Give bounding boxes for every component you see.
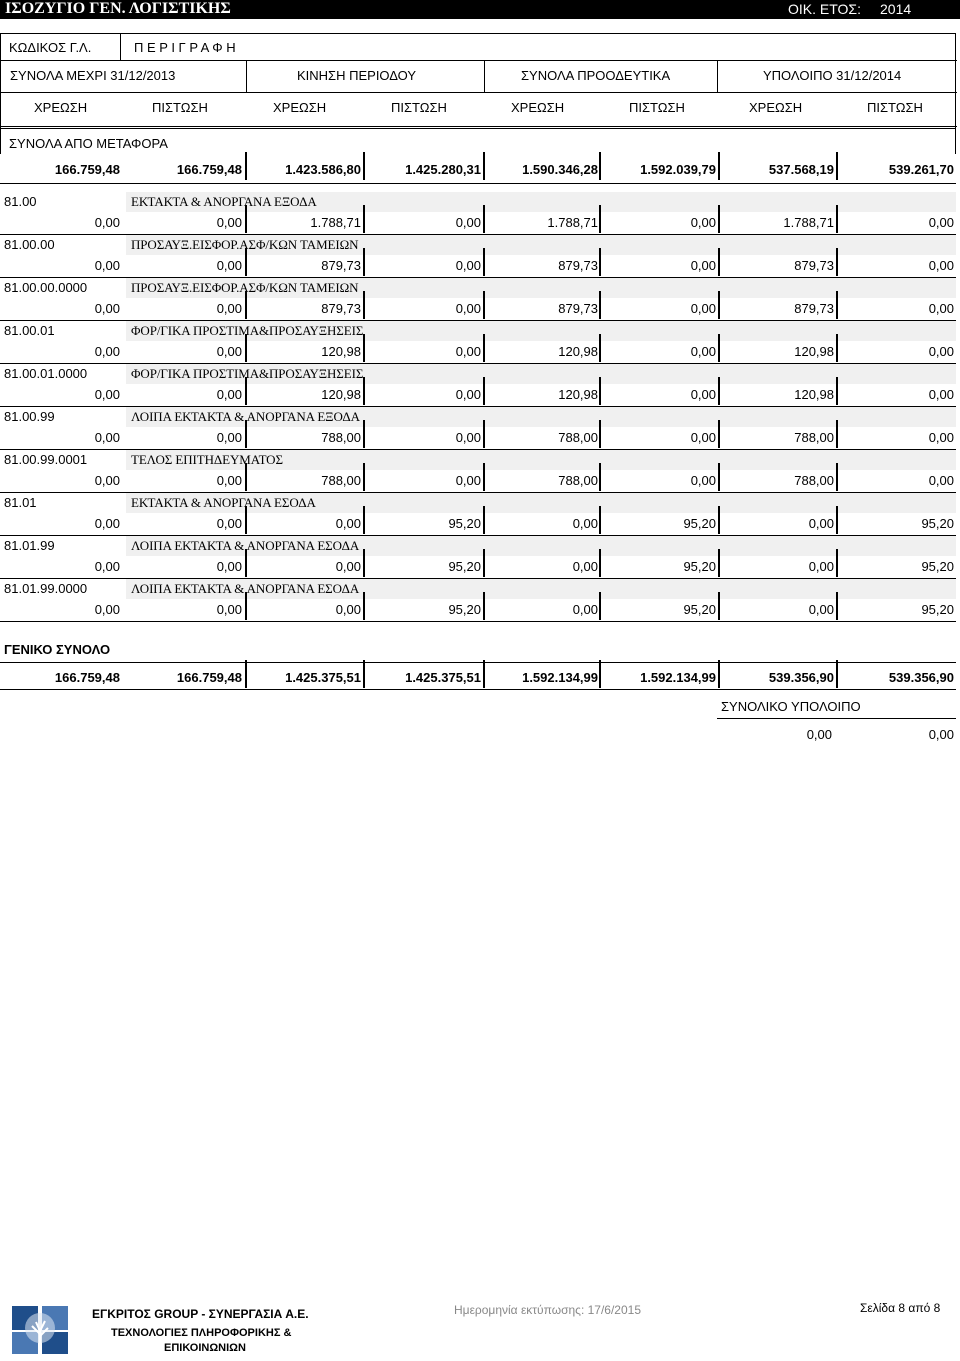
column-separator xyxy=(836,463,838,491)
column-separator xyxy=(483,248,485,276)
column-separator xyxy=(836,506,838,534)
column-header-debit: ΧΡΕΩΣΗ xyxy=(511,100,565,115)
column-separator xyxy=(599,334,601,362)
account-value-col-8: 95,20 xyxy=(921,516,954,531)
account-value-col-3: 788,00 xyxy=(321,473,361,488)
account-value-col-3: 120,98 xyxy=(321,387,361,402)
column-separator xyxy=(483,420,485,448)
column-separator xyxy=(245,549,247,577)
account-value-col-1: 0,00 xyxy=(94,258,120,273)
account-value-col-1: 0,00 xyxy=(94,215,120,230)
grand-total-col-6: 1.592.134,99 xyxy=(640,670,716,685)
account-value-col-3: 879,73 xyxy=(321,258,361,273)
column-separator xyxy=(363,592,365,620)
column-header-credit: ΠΙΣΤΩΣΗ xyxy=(629,100,685,115)
print-date: Ημερομηνία εκτύπωσης: 17/6/2015 xyxy=(454,1303,642,1317)
description-column-header: Π Ε Ρ Ι Γ Ρ Α Φ Η xyxy=(134,40,236,55)
column-separator xyxy=(483,334,485,362)
carried-forward-col-7: 537.568,19 xyxy=(768,162,834,177)
column-separator xyxy=(363,660,365,688)
account-code: 81.00 xyxy=(4,194,37,209)
column-separator xyxy=(599,152,601,180)
account-value-col-6: 0,00 xyxy=(690,387,716,402)
account-value-col-3: 120,98 xyxy=(321,344,361,359)
account-value-col-4: 0,00 xyxy=(455,473,481,488)
column-separator xyxy=(718,205,720,233)
column-separator xyxy=(245,248,247,276)
account-value-col-7: 0,00 xyxy=(808,602,834,617)
account-value-col-4: 95,20 xyxy=(448,559,481,574)
account-value-col-2: 0,00 xyxy=(216,516,242,531)
account-value-col-6: 0,00 xyxy=(690,344,716,359)
account-value-col-4: 0,00 xyxy=(455,301,481,316)
column-separator xyxy=(363,420,365,448)
account-value-col-7: 788,00 xyxy=(794,430,834,445)
column-separator xyxy=(836,248,838,276)
account-value-col-6: 0,00 xyxy=(690,258,716,273)
account-value-col-6: 0,00 xyxy=(690,215,716,230)
account-description: ΦΟΡ/ΓΙΚΑ ΠΡΟΣΤΙΜΑ&ΠΡΟΣΑΥΞΗΣΕΙΣ xyxy=(131,323,364,338)
carried-forward-col-1: 166.759,48 xyxy=(54,162,120,177)
column-separator xyxy=(836,660,838,688)
column-separator xyxy=(836,377,838,405)
column-separator xyxy=(599,377,601,405)
account-value-col-3: 0,00 xyxy=(335,559,361,574)
account-value-col-1: 0,00 xyxy=(94,344,120,359)
column-separator xyxy=(836,549,838,577)
grand-total-col-3: 1.425.375,51 xyxy=(285,670,361,685)
account-value-col-1: 0,00 xyxy=(94,473,120,488)
column-separator xyxy=(836,291,838,319)
account-value-col-1: 0,00 xyxy=(94,516,120,531)
column-separator xyxy=(599,248,601,276)
fiscal-year: 2014 xyxy=(880,1,912,17)
group-header-period: ΚΙΝΗΣΗ ΠΕΡΙΟΔΟΥ xyxy=(297,68,417,83)
column-separator xyxy=(599,506,601,534)
account-description: ΛΟΙΠΑ ΕΚΤΑΚΤΑ & ΑΝΟΡΓΑΝΑ ΕΣΟΔΑ xyxy=(131,581,360,596)
account-value-col-4: 95,20 xyxy=(448,516,481,531)
account-value-col-5: 1.788,71 xyxy=(547,215,598,230)
account-value-col-2: 0,00 xyxy=(216,258,242,273)
account-value-col-7: 0,00 xyxy=(808,516,834,531)
total-balance-label: ΣΥΝΟΛΙΚΟ ΥΠΟΛΟΙΠΟ xyxy=(721,699,861,714)
grand-total-col-1: 166.759,48 xyxy=(54,670,120,685)
account-code: 81.00.00 xyxy=(4,237,55,252)
account-value-col-7: 879,73 xyxy=(794,301,834,316)
column-separator xyxy=(483,549,485,577)
column-separator xyxy=(836,592,838,620)
total-balance-debit: 0,00 xyxy=(806,727,832,742)
account-value-col-4: 0,00 xyxy=(455,430,481,445)
account-value-col-4: 0,00 xyxy=(455,344,481,359)
column-separator xyxy=(836,420,838,448)
row-rule xyxy=(0,621,956,622)
column-separator xyxy=(836,205,838,233)
account-description: ΠΡΟΣΑΥΞ.ΕΙΣΦΟΡ.ΑΣΦ/ΚΩΝ ΤΑΜΕΙΩΝ xyxy=(131,280,359,295)
grand-total-col-2: 166.759,48 xyxy=(176,670,242,685)
column-separator xyxy=(245,660,247,688)
column-separator xyxy=(599,205,601,233)
account-code: 81.01.99.0000 xyxy=(4,581,88,596)
column-header-credit: ΠΙΣΤΩΣΗ xyxy=(867,100,923,115)
account-value-col-3: 1.788,71 xyxy=(310,215,361,230)
column-separator xyxy=(718,291,720,319)
group-header-balance: ΥΠΟΛΟΙΠΟ 31/12/2014 xyxy=(763,68,902,83)
column-separator xyxy=(363,506,365,534)
grand-total-col-4: 1.425.375,51 xyxy=(405,670,481,685)
column-header-credit: ΠΙΣΤΩΣΗ xyxy=(152,100,208,115)
account-value-col-1: 0,00 xyxy=(94,559,120,574)
account-value-col-2: 0,00 xyxy=(216,387,242,402)
account-description: ΦΟΡ/ΓΙΚΑ ΠΡΟΣΤΙΜΑ&ΠΡΟΣΑΥΞΗΣΕΙΣ xyxy=(131,366,364,381)
column-header-debit: ΧΡΕΩΣΗ xyxy=(273,100,327,115)
account-value-col-8: 0,00 xyxy=(928,387,954,402)
account-code: 81.01 xyxy=(4,495,37,510)
column-separator xyxy=(245,463,247,491)
tree-logo-icon xyxy=(12,1306,72,1356)
column-separator xyxy=(363,463,365,491)
account-value-col-3: 0,00 xyxy=(335,516,361,531)
account-description: ΤΕΛΟΣ ΕΠΙΤΗΔΕΥΜΑΤΟΣ xyxy=(131,452,283,467)
account-value-col-6: 0,00 xyxy=(690,301,716,316)
account-value-col-6: 95,20 xyxy=(683,559,716,574)
account-description: ΕΚΤΑΚΤΑ & ΑΝΟΡΓΑΝΑ ΕΞΟΔΑ xyxy=(131,194,317,209)
account-code: 81.00.00.0000 xyxy=(4,280,88,295)
account-value-col-4: 0,00 xyxy=(455,215,481,230)
account-description: ΕΚΤΑΚΤΑ & ΑΝΟΡΓΑΝΑ ΕΣΟΔΑ xyxy=(131,495,316,510)
account-value-col-7: 879,73 xyxy=(794,258,834,273)
company-name: ΕΓΚΡΙΤΟΣ GROUP - ΣΥΝΕΡΓΑΣΙΑ Α.Ε. xyxy=(92,1307,309,1321)
account-value-col-6: 95,20 xyxy=(683,516,716,531)
column-separator xyxy=(245,291,247,319)
account-value-col-5: 788,00 xyxy=(558,473,598,488)
column-separator xyxy=(718,660,720,688)
report-title: ΙΣΟΖΥΓΙΟ ΓΕΝ. ΛΟΓΙΣΤΙΚΗΣ xyxy=(5,0,231,17)
account-value-col-6: 0,00 xyxy=(690,430,716,445)
account-description: ΛΟΙΠΑ ΕΚΤΑΚΤΑ & ΑΝΟΡΓΑΝΑ ΕΞΟΔΑ xyxy=(131,409,360,424)
account-value-col-2: 0,00 xyxy=(216,301,242,316)
column-header-debit: ΧΡΕΩΣΗ xyxy=(34,100,88,115)
column-separator xyxy=(718,506,720,534)
fiscal-year-label: ΟΙΚ. ΕΤΟΣ: xyxy=(788,1,861,17)
account-code: 81.00.01 xyxy=(4,323,55,338)
account-value-col-5: 120,98 xyxy=(558,387,598,402)
column-separator xyxy=(483,660,485,688)
account-value-col-5: 0,00 xyxy=(572,602,598,617)
column-header-credit: ΠΙΣΤΩΣΗ xyxy=(391,100,447,115)
column-separator xyxy=(483,506,485,534)
group-header-progressive: ΣΥΝΟΛΑ ΠΡΟΟΔΕΥΤΙΚΑ xyxy=(521,68,671,83)
carried-forward-col-5: 1.590.346,28 xyxy=(522,162,598,177)
table-header xyxy=(0,33,956,129)
total-balance-rule xyxy=(717,718,956,719)
column-separator xyxy=(483,377,485,405)
column-separator xyxy=(599,291,601,319)
account-value-col-2: 0,00 xyxy=(216,559,242,574)
company-subtitle-1: ΤΕΧΝΟΛΟΓΙΕΣ ΠΛΗΡΟΦΟΡΙΚΗΣ & xyxy=(111,1327,292,1339)
account-value-col-7: 120,98 xyxy=(794,344,834,359)
column-separator xyxy=(599,463,601,491)
column-separator xyxy=(363,549,365,577)
account-value-col-2: 0,00 xyxy=(216,473,242,488)
carried-forward-col-2: 166.759,48 xyxy=(176,162,242,177)
account-value-col-7: 788,00 xyxy=(794,473,834,488)
column-header-debit: ΧΡΕΩΣΗ xyxy=(749,100,803,115)
account-value-col-8: 0,00 xyxy=(928,344,954,359)
account-value-col-7: 0,00 xyxy=(808,559,834,574)
column-separator xyxy=(245,506,247,534)
account-value-col-3: 788,00 xyxy=(321,430,361,445)
account-value-col-7: 1.788,71 xyxy=(783,215,834,230)
column-separator xyxy=(599,420,601,448)
account-value-col-8: 0,00 xyxy=(928,215,954,230)
column-separator xyxy=(718,463,720,491)
grand-total-col-5: 1.592.134,99 xyxy=(522,670,598,685)
column-separator xyxy=(836,334,838,362)
account-value-col-5: 0,00 xyxy=(572,516,598,531)
account-value-col-1: 0,00 xyxy=(94,602,120,617)
account-value-col-3: 0,00 xyxy=(335,602,361,617)
grand-total-label: ΓΕΝΙΚΟ ΣΥΝΟΛΟ xyxy=(4,642,111,657)
column-separator xyxy=(483,291,485,319)
column-separator xyxy=(245,420,247,448)
account-value-col-5: 0,00 xyxy=(572,559,598,574)
carried-forward-col-8: 539.261,70 xyxy=(888,162,954,177)
column-separator xyxy=(245,205,247,233)
column-separator xyxy=(836,152,838,180)
total-balance-credit: 0,00 xyxy=(928,727,954,742)
account-value-col-4: 0,00 xyxy=(455,387,481,402)
column-separator xyxy=(363,291,365,319)
column-separator xyxy=(245,334,247,362)
account-code: 81.00.99.0001 xyxy=(4,452,88,467)
column-separator xyxy=(718,248,720,276)
account-value-col-5: 788,00 xyxy=(558,430,598,445)
carried-forward-col-6: 1.592.039,79 xyxy=(640,162,716,177)
column-separator xyxy=(599,592,601,620)
account-value-col-4: 95,20 xyxy=(448,602,481,617)
account-value-col-6: 0,00 xyxy=(690,473,716,488)
account-value-col-8: 0,00 xyxy=(928,258,954,273)
account-value-col-5: 879,73 xyxy=(558,258,598,273)
account-value-col-8: 95,20 xyxy=(921,602,954,617)
group-header-opening: ΣΥΝΟΛΑ ΜΕΧΡΙ 31/12/2013 xyxy=(10,68,176,83)
account-value-col-7: 120,98 xyxy=(794,387,834,402)
account-code: 81.01.99 xyxy=(4,538,55,553)
account-code: 81.00.99 xyxy=(4,409,55,424)
account-value-col-1: 0,00 xyxy=(94,301,120,316)
column-separator xyxy=(245,592,247,620)
column-separator xyxy=(363,205,365,233)
code-column-header: ΚΩΔΙΚΟΣ Γ.Λ. xyxy=(9,40,92,55)
carried-forward-col-4: 1.425.280,31 xyxy=(405,162,481,177)
column-separator xyxy=(363,152,365,180)
grand-total-col-8: 539.356,90 xyxy=(888,670,954,685)
account-value-col-5: 120,98 xyxy=(558,344,598,359)
account-description: ΛΟΙΠΑ ΕΚΤΑΚΤΑ & ΑΝΟΡΓΑΝΑ ΕΣΟΔΑ xyxy=(131,538,360,553)
account-value-col-4: 0,00 xyxy=(455,258,481,273)
account-value-col-8: 0,00 xyxy=(928,301,954,316)
column-separator xyxy=(718,549,720,577)
account-value-col-6: 95,20 xyxy=(683,602,716,617)
company-subtitle-2: ΕΠΙΚΟΙΝΩΝΙΩΝ xyxy=(164,1342,246,1354)
account-value-col-1: 0,00 xyxy=(94,387,120,402)
account-description: ΠΡΟΣΑΥΞ.ΕΙΣΦΟΡ.ΑΣΦ/ΚΩΝ ΤΑΜΕΙΩΝ xyxy=(131,237,359,252)
column-separator xyxy=(599,660,601,688)
account-value-col-2: 0,00 xyxy=(216,602,242,617)
column-separator xyxy=(718,334,720,362)
column-separator xyxy=(363,248,365,276)
column-separator xyxy=(245,377,247,405)
column-separator xyxy=(363,334,365,362)
column-separator xyxy=(483,592,485,620)
column-separator xyxy=(245,152,247,180)
column-separator xyxy=(718,377,720,405)
column-separator xyxy=(599,549,601,577)
account-value-col-2: 0,00 xyxy=(216,344,242,359)
column-separator xyxy=(483,205,485,233)
account-value-col-3: 879,73 xyxy=(321,301,361,316)
column-separator xyxy=(718,152,720,180)
account-code: 81.00.01.0000 xyxy=(4,366,88,381)
account-value-col-5: 879,73 xyxy=(558,301,598,316)
grand-total-col-7: 539.356,90 xyxy=(768,670,834,685)
column-separator xyxy=(483,463,485,491)
column-separator xyxy=(363,377,365,405)
account-value-col-2: 0,00 xyxy=(216,215,242,230)
account-value-col-8: 0,00 xyxy=(928,430,954,445)
account-value-col-8: 95,20 xyxy=(921,559,954,574)
page-number: Σελίδα 8 από 8 xyxy=(860,1301,941,1315)
carried-forward-col-3: 1.423.586,80 xyxy=(285,162,361,177)
column-separator xyxy=(718,592,720,620)
carried-forward-label: ΣΥΝΟΛΑ ΑΠΟ ΜΕΤΑΦΟΡΑ xyxy=(9,136,168,151)
column-separator xyxy=(483,152,485,180)
column-separator xyxy=(718,420,720,448)
account-value-col-1: 0,00 xyxy=(94,430,120,445)
account-value-col-2: 0,00 xyxy=(216,430,242,445)
account-value-col-8: 0,00 xyxy=(928,473,954,488)
